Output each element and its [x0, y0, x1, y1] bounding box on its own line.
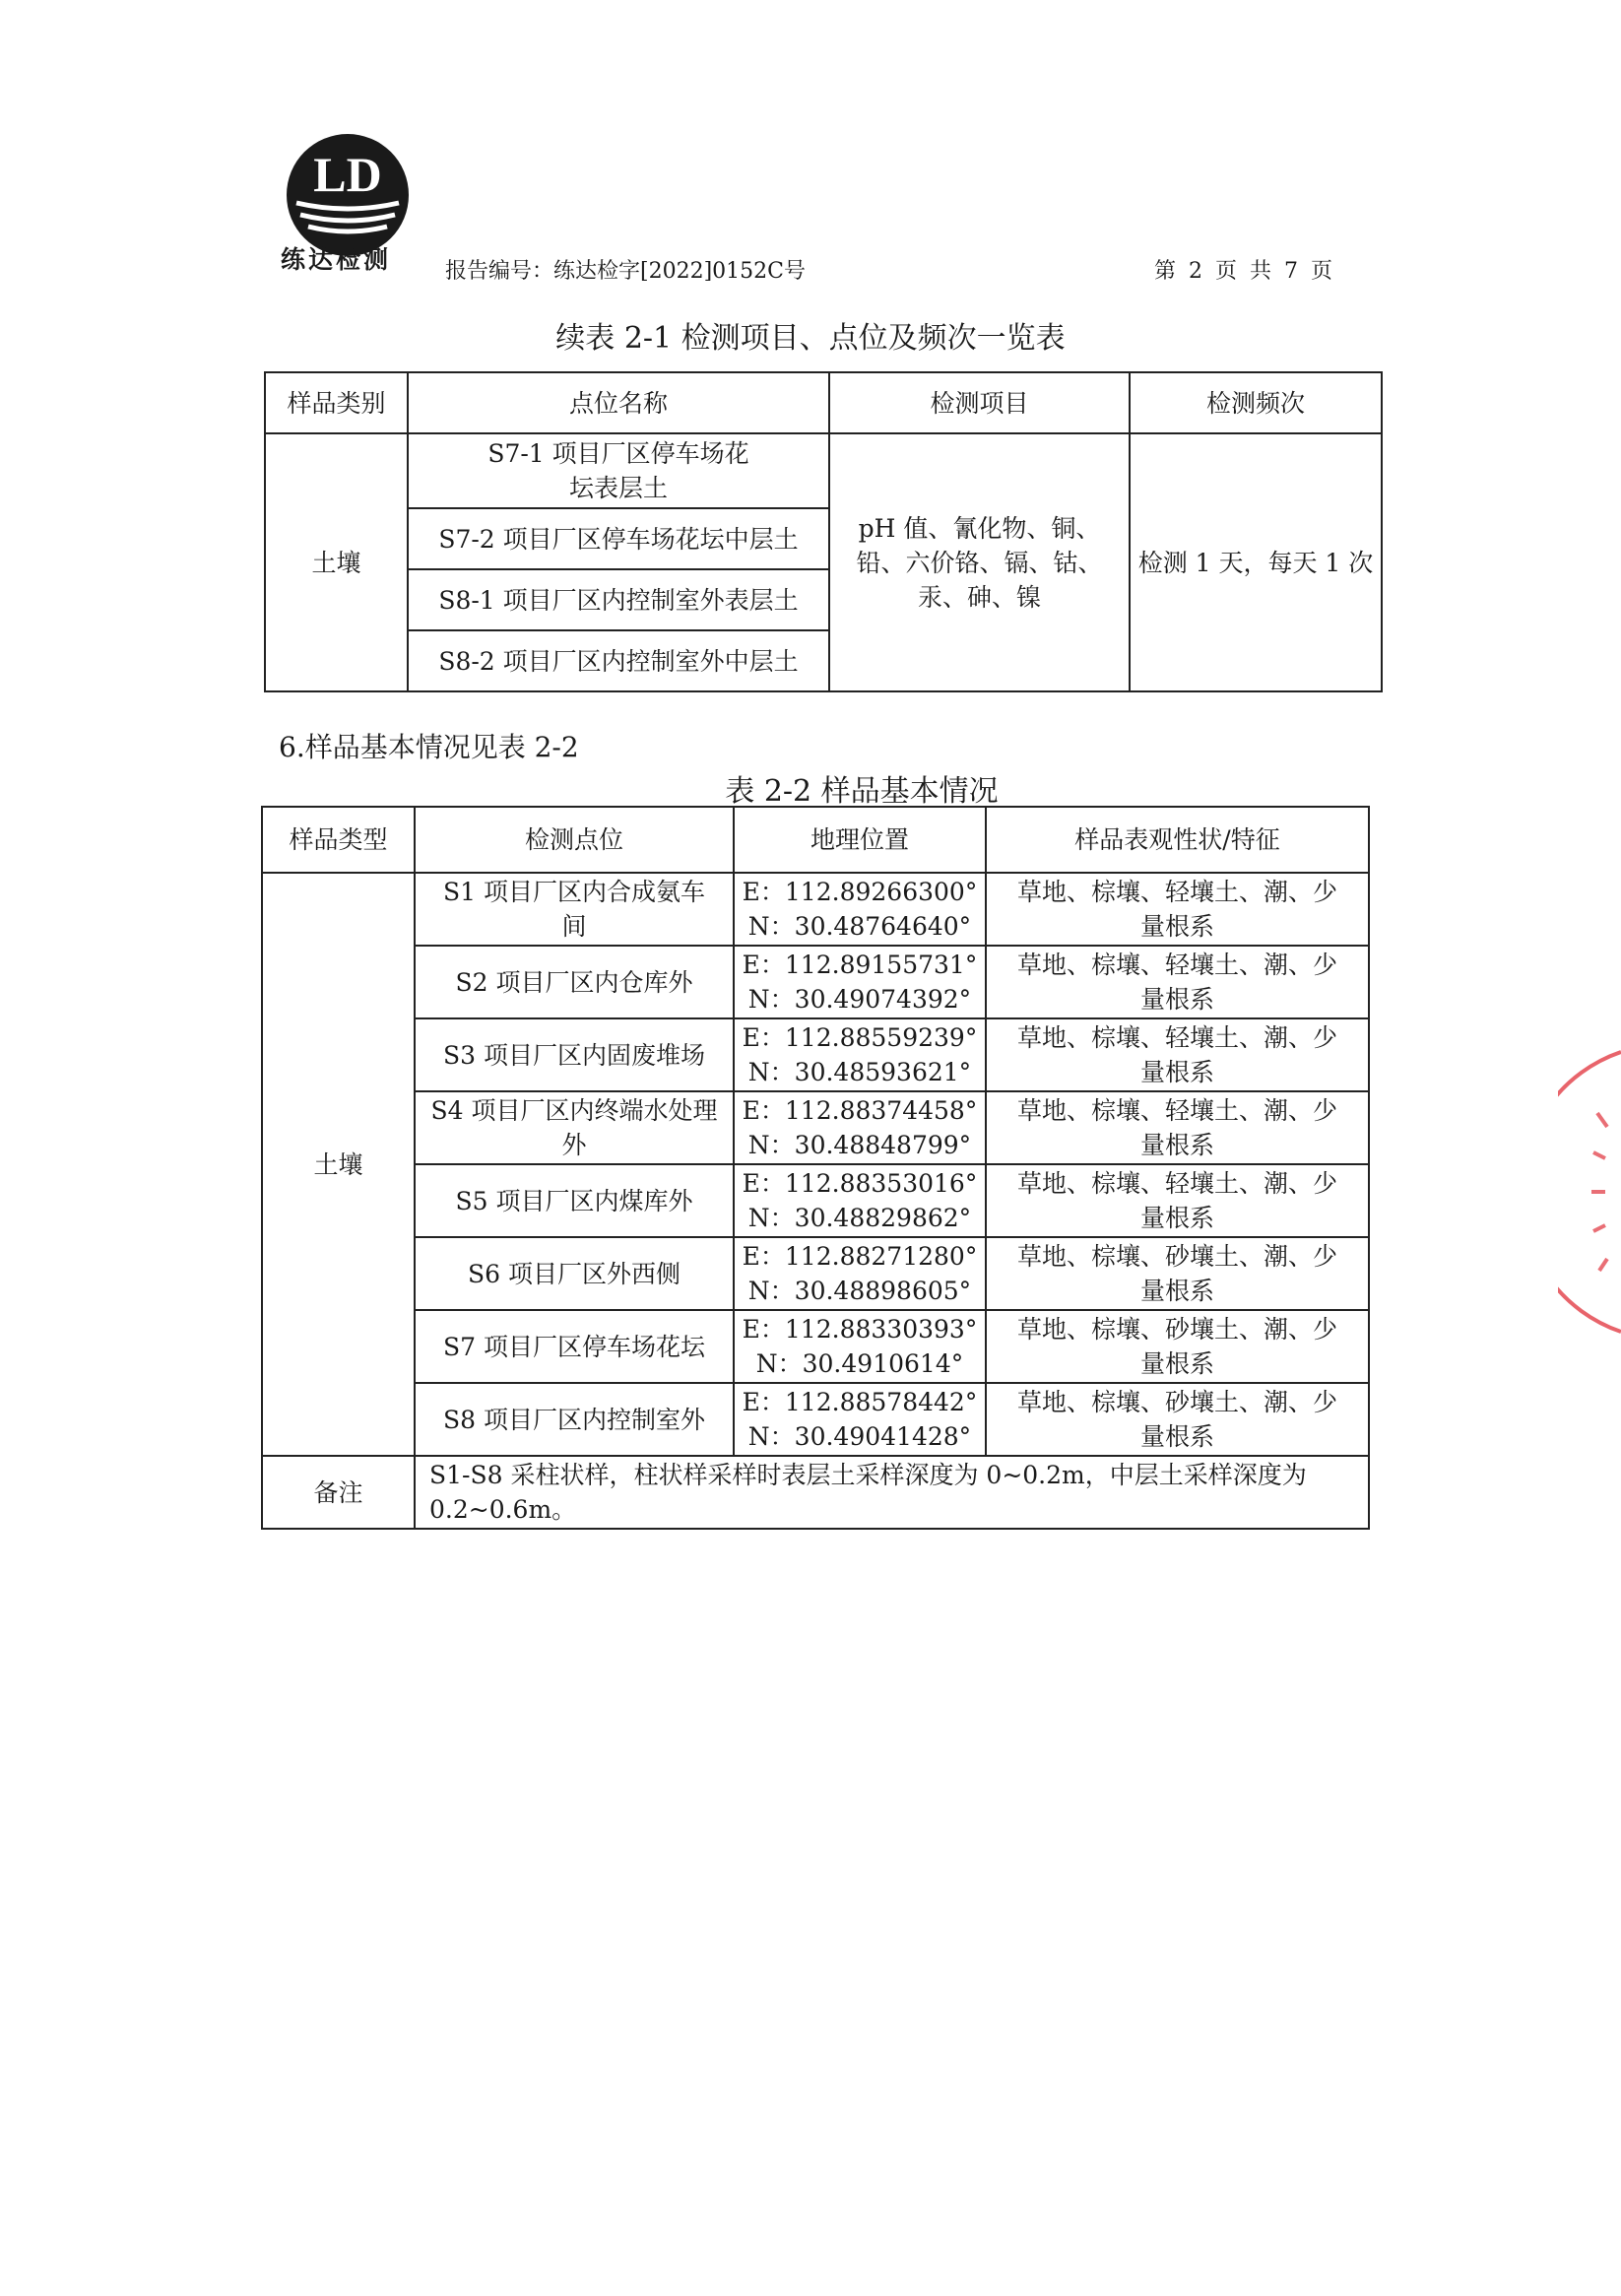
table1-frequency: 检测 1 天，每天 1 次 [1130, 433, 1382, 691]
longitude: E：112.88374458° [742, 1096, 978, 1125]
table1-items: pH 值、氰化物、铜、铅、六价铬、镉、钴、汞、砷、镍 [829, 433, 1130, 691]
longitude: E：112.88330393° [742, 1315, 978, 1344]
table1-header: 点位名称 [408, 372, 829, 433]
table2-header: 检测点位 [415, 807, 734, 873]
table2-point: S8 项目厂区内控制室外 [415, 1383, 734, 1456]
table1-point: S8-1 项目厂区内控制室外表层土 [408, 569, 829, 630]
latitude: N：30.48593621° [747, 1058, 972, 1086]
table2-category: 土壤 [262, 873, 415, 1456]
latitude: N：30.49041428° [747, 1422, 972, 1451]
table2-note-label: 备注 [262, 1456, 415, 1529]
table1-point: S7-2 项目厂区停车场花坛中层土 [408, 508, 829, 569]
table2-location [734, 873, 986, 946]
table2-point: S2 项目厂区内仓库外 [415, 946, 734, 1018]
table2-location [734, 1018, 986, 1091]
table2-header: 样品表观性状/特征 [986, 807, 1369, 873]
table2-feature: 草地、棕壤、轻壤土、潮、少量根系 [986, 1091, 1369, 1164]
table2-feature: 草地、棕壤、砂壤土、潮、少量根系 [986, 1310, 1369, 1383]
brand-name: 练达检测 [281, 245, 392, 274]
latitude: N：30.4910614° [755, 1349, 964, 1378]
longitude: E：112.89155731° [742, 951, 978, 979]
table2-header: 地理位置 [734, 807, 986, 873]
table2-note: S1-S8 采柱状样，柱状样采样时表层土采样深度为 0~0.2m，中层土采样深度为 0.2~0.6m。 [415, 1456, 1369, 1529]
table2-location [734, 1091, 986, 1164]
table2-header: 样品类型 [262, 807, 415, 873]
latitude: N：30.48898605° [747, 1277, 972, 1305]
table1-title: 续表 2-1 检测项目、点位及频次一览表 [555, 321, 1066, 356]
table2-point: S7 项目厂区停车场花坛 [415, 1310, 734, 1383]
table2-feature: 草地、棕壤、轻壤土、潮、少量根系 [986, 1018, 1369, 1091]
svg-text:LD: LD [313, 147, 382, 202]
table2-point: S3 项目厂区内固废堆场 [415, 1018, 734, 1091]
table1-header: 检测项目 [829, 372, 1130, 433]
table2-feature: 草地、棕壤、轻壤土、潮、少量根系 [986, 946, 1369, 1018]
table2-location [734, 946, 986, 1018]
table2-feature: 草地、棕壤、轻壤土、潮、少量根系 [986, 1164, 1369, 1237]
table2-feature: 草地、棕壤、砂壤土、潮、少量根系 [986, 1237, 1369, 1310]
red-seal-fragment [1558, 1044, 1621, 1340]
table1 [264, 371, 1383, 692]
table2-location [734, 1310, 986, 1383]
table2-location [734, 1383, 986, 1456]
table1-header: 检测频次 [1130, 372, 1382, 433]
table2-title: 表 2-2 样品基本情况 [725, 774, 999, 809]
longitude: E：112.88559239° [742, 1023, 978, 1052]
table2-location [734, 1164, 986, 1237]
section-heading: 6.样品基本情况见表 2-2 [279, 731, 579, 763]
longitude: E：112.88353016° [742, 1169, 978, 1198]
latitude: N：30.48829862° [747, 1204, 972, 1232]
table1-header: 样品类别 [265, 372, 408, 433]
table1-point: S8-2 项目厂区内控制室外中层土 [408, 630, 829, 691]
latitude: N：30.49074392° [747, 985, 972, 1014]
longitude: E：112.88271280° [742, 1242, 978, 1271]
table2-location [734, 1237, 986, 1310]
table2-point: S5 项目厂区内煤库外 [415, 1164, 734, 1237]
table2-point: S6 项目厂区外西侧 [415, 1237, 734, 1310]
longitude: E：112.88578442° [742, 1388, 978, 1416]
table2 [261, 806, 1370, 1530]
table2-point: S4 项目厂区内终端水处理外 [415, 1091, 734, 1164]
table1-point: S7-1 项目厂区停车场花坛表层土 [408, 433, 829, 508]
table1-category: 土壤 [265, 433, 408, 691]
report-number: 报告编号：练达检字[2022]0152C号 [445, 259, 806, 284]
longitude: E：112.89266300° [742, 878, 978, 906]
latitude: N：30.48848799° [747, 1131, 972, 1159]
table2-point: S1 项目厂区内合成氨车间 [415, 873, 734, 946]
page-number: 第 2 页 共 7 页 [1154, 259, 1332, 284]
table2-feature: 草地、棕壤、轻壤土、潮、少量根系 [986, 873, 1369, 946]
latitude: N：30.48764640° [747, 912, 972, 941]
table2-feature: 草地、棕壤、砂壤土、潮、少量根系 [986, 1383, 1369, 1456]
